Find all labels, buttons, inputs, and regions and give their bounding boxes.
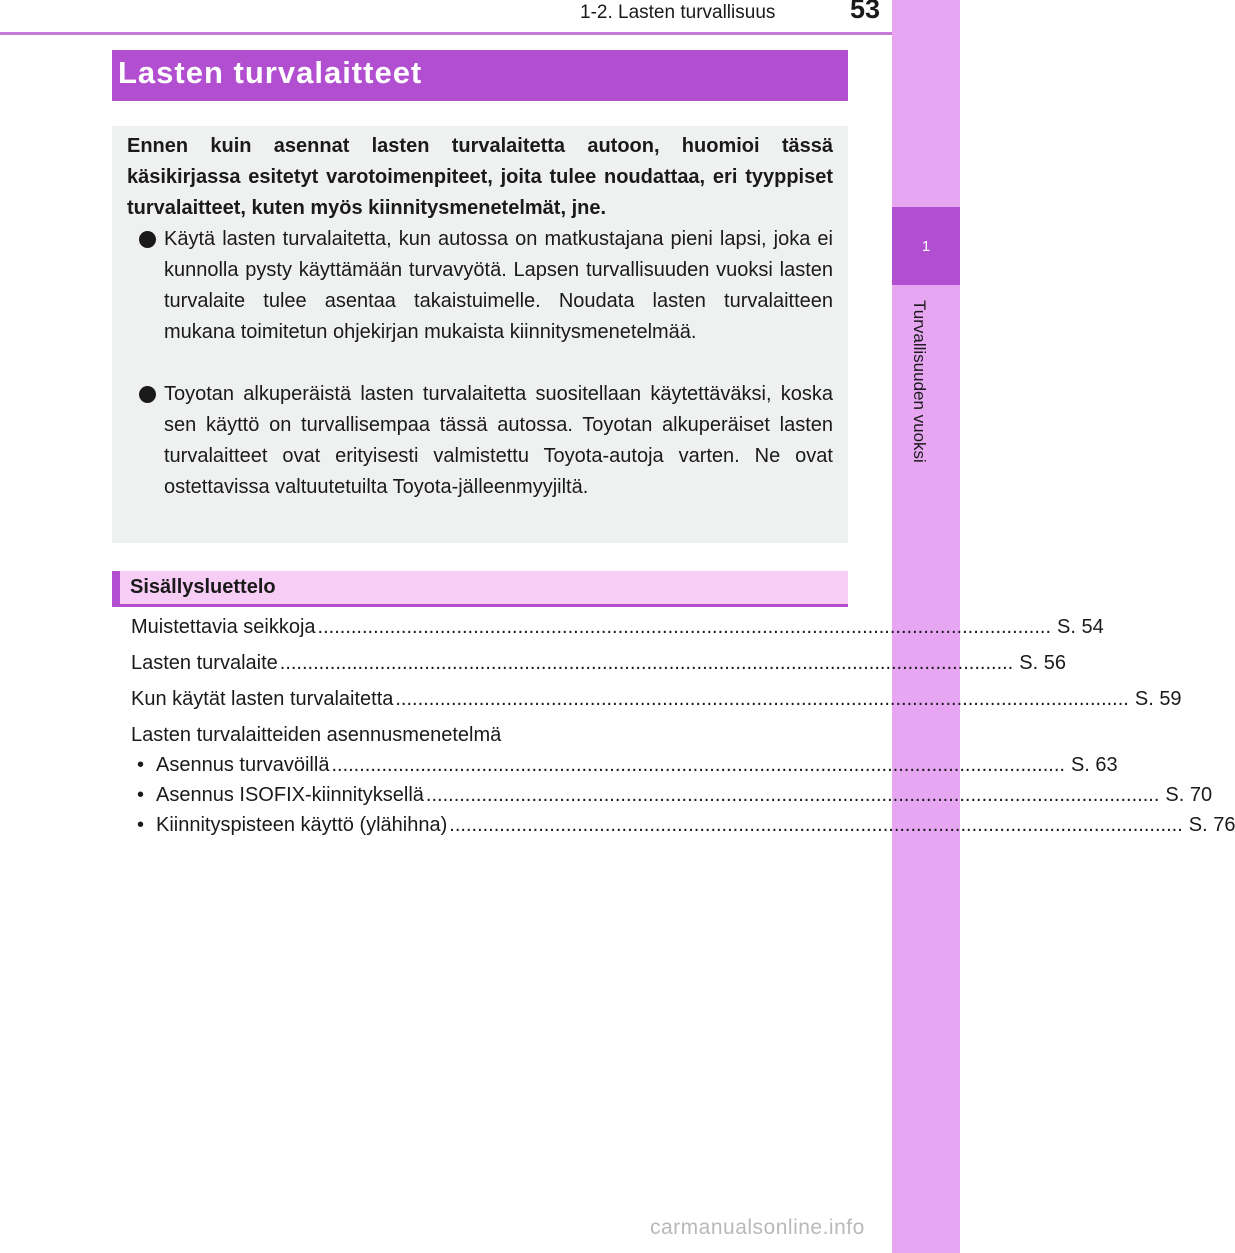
chapter-side-title: Turvallisuuden vuoksi — [910, 300, 929, 463]
toc-item-page: S. 63 — [1070, 754, 1118, 776]
toc-item-label: Asennus turvavöillä — [156, 754, 330, 776]
contents-title: Sisällysluettelo — [130, 576, 276, 598]
toc-item-page: S. 56 — [1019, 652, 1066, 674]
toc-leader: .................................................................................................................................... — [331, 754, 1065, 776]
toc-item[interactable] — [131, 688, 1182, 716]
header-divider — [0, 32, 892, 35]
chapter-number-tab[interactable]: 1 — [892, 207, 960, 285]
toc-bullet-icon: • — [137, 784, 145, 806]
toc-leader: .................................................................................................................................... — [279, 652, 1014, 674]
toc-leader: .................................................................................................................................... — [395, 688, 1129, 710]
toc-item-label: Asennus ISOFIX-kiinnityksellä — [156, 784, 424, 806]
toc-leader: .................................................................................................................................... — [449, 814, 1183, 836]
page-title: Lasten turvalaitteet — [118, 55, 423, 90]
intro-box — [112, 126, 848, 543]
bullet-text: Käytä lasten turvalaitetta, kun autossa on matkustajana pieni lapsi, joka ei kunnolla pysty käyttämään turvavyötä. Lapsen turvallisuuden vuoksi lasten turvalaite tulee asentaa takaistuimelle. Noudata lasten turvalaitteen mukana toimitetun ohjekirjan mukaista kiinnitysmenetelmää. — [164, 228, 833, 343]
toc-group-heading: Lasten turvalaitteiden asennusmenetelmä — [131, 724, 502, 746]
toc-item-label: Kun käytät lasten turvalaitetta — [131, 688, 394, 710]
intro-paragraph: Ennen kuin asennat lasten turvalaitetta autoon, huomioi tässä käsikirjassa esitetyt varotoimenpiteet, joita tulee noudattaa, eri tyyppiset turvalaitteet, kuten myös kiinnitysmenetelmät, jne. — [127, 135, 833, 219]
bullet-dot-icon — [139, 231, 156, 248]
toc-sub-item[interactable] — [137, 754, 1118, 782]
page-title-banner — [112, 50, 848, 101]
page-number: 53 — [849, 0, 881, 24]
toc-item-label: Kiinnityspisteen käyttö (ylähihna) — [156, 814, 448, 836]
watermark: carmanualsonline.info — [650, 1216, 865, 1239]
toc-item-page: S. 59 — [1134, 688, 1182, 710]
toc-item-label: Lasten turvalaite — [131, 652, 278, 674]
toc-item-label: Muistettavia seikkoja — [131, 616, 316, 638]
contents-header — [112, 571, 848, 607]
bullet-item — [127, 379, 833, 503]
bullet-item — [127, 224, 833, 348]
toc-leader: .................................................................................................................................... — [317, 616, 1052, 638]
bullet-text: Toyotan alkuperäistä lasten turvalaitetta suositellaan käytettäväksi, koska sen käyttö on turvallisempaa tässä autossa. Toyotan alkuperäiset lasten turvalaitteet ovat erityisesti valmistettu Toyota-autoja varten. Ne ovat ostettavissa valtuutetuilta Toyota-jälleenmyyjiltä. — [164, 383, 833, 498]
toc-bullet-icon: • — [137, 754, 145, 776]
toc-item[interactable] — [131, 652, 1066, 680]
header-section-title: 1-2. Lasten turvallisuus — [580, 2, 776, 23]
toc-item-page: S. 70 — [1165, 784, 1213, 806]
toc-bullet-icon: • — [137, 814, 145, 836]
toc-item-page: S. 76 — [1188, 814, 1235, 836]
bullet-dot-icon — [139, 386, 156, 403]
toc-item[interactable] — [131, 616, 1104, 644]
toc-leader: .................................................................................................................................... — [425, 784, 1160, 806]
toc-item-page: S. 54 — [1057, 616, 1104, 638]
toc-sub-item[interactable] — [137, 814, 1235, 842]
toc-sub-item[interactable] — [137, 784, 1213, 812]
